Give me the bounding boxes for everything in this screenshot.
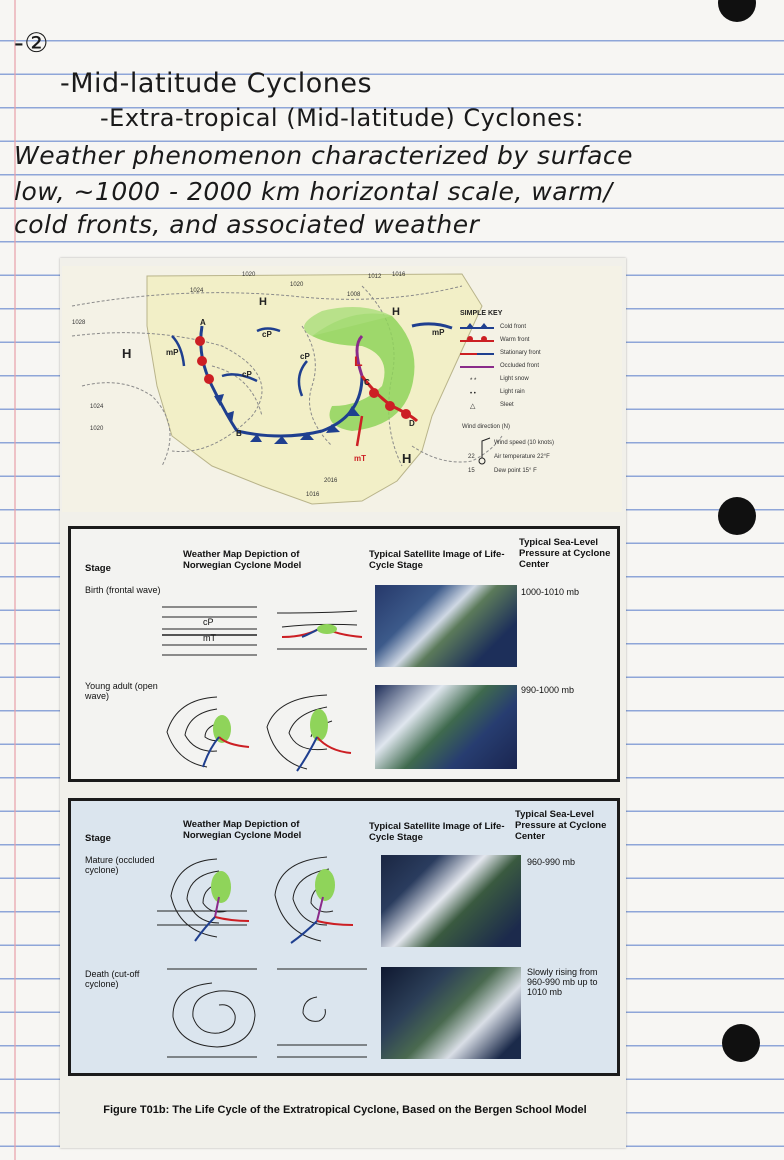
pressure-header: Typical Sea-Level Pressure at Cyclone Center — [515, 809, 607, 842]
pressure-mature: 960-990 mb — [527, 857, 576, 867]
definition-line-1: Weather phenomenon characterized by surface — [14, 141, 634, 170]
map-key-title: SIMPLE KEY — [460, 310, 503, 317]
definition-line-2: low, ~1000 - 2000 km horizontal scale, warm/ — [14, 177, 613, 206]
svg-text:* *: * * — [470, 378, 477, 384]
front-point-label: A — [200, 318, 206, 327]
life-cycle-panel-2 — [68, 798, 620, 1076]
life-cycle-panel-1 — [68, 526, 620, 782]
isobar-value: 1020 — [90, 426, 104, 432]
stage-header: Stage — [85, 563, 111, 574]
high-pressure-label: H — [402, 451, 412, 466]
pressure-death: Slowly rising from 960-990 mb up to 1010 mb — [527, 967, 598, 997]
binder-hole — [718, 497, 756, 535]
wind-key-item: Dew point 15° F — [494, 468, 537, 474]
svg-text:L: L — [354, 353, 363, 369]
front-point-label: B — [236, 429, 242, 438]
map-key-item: Cold front — [500, 324, 527, 330]
map-key-item: Occluded front — [500, 363, 540, 369]
pressure-header: Typical Sea-Level Pressure at Cyclone Center — [519, 537, 611, 570]
svg-text:△: △ — [470, 403, 476, 410]
stage-birth: Birth (frontal wave) — [85, 585, 161, 595]
depiction-header: Weather Map Depiction of Norwegian Cyclone Model — [183, 819, 302, 841]
margin-line — [14, 0, 16, 1160]
note-heading: -Mid-latitude Cyclones — [60, 68, 373, 99]
birth-air-mass-cp: cP — [203, 617, 214, 627]
station-dewpoint: 15 — [468, 468, 475, 474]
surface-weather-map — [62, 266, 622, 512]
note-subheading: -Extra-tropical (Mid-latitude) Cyclones: — [100, 104, 584, 132]
satellite-header: Typical Satellite Image of Life-Cycle Stage — [369, 549, 505, 571]
front-point-label: D — [409, 419, 415, 428]
wind-key-item: Wind direction (N) — [462, 424, 511, 430]
map-key-symbols — [458, 322, 498, 412]
stage-header: Stage — [85, 833, 111, 844]
air-mass-label: mP — [166, 348, 179, 357]
satellite-image-young-adult — [375, 685, 517, 769]
weather-map-graphic — [62, 266, 622, 512]
binder-hole — [718, 0, 756, 22]
isobar-value: 1012 — [368, 274, 382, 280]
isobar-value: 1008 — [347, 292, 361, 298]
death-depiction — [157, 961, 377, 1067]
front-point-label: C — [364, 378, 370, 387]
definition-line-3: cold fronts, and associated weather — [14, 210, 480, 239]
isobar-value: 1020 — [290, 282, 304, 288]
air-mass-label: cP — [262, 330, 272, 339]
figure-caption: Figure T01b: The Life Cycle of the Extratropical Cyclone, Based on the Bergen School Model — [103, 1104, 587, 1116]
satellite-header: Typical Satellite Image of Life-Cycle Stage — [369, 821, 505, 843]
stage-young-adult: Young adult (open wave) — [85, 681, 158, 701]
satellite-image-mature — [381, 855, 521, 947]
air-mass-label: mP — [432, 328, 445, 337]
isobar-value: 1024 — [90, 404, 104, 410]
pressure-young-adult: 990-1000 mb — [521, 685, 575, 695]
map-key-item: Light rain — [500, 389, 525, 395]
map-key-item: Warm front — [500, 337, 530, 343]
air-mass-label: mT — [354, 454, 366, 463]
isobar-value: 1016 — [306, 492, 320, 498]
pressure-birth: 1000-1010 mb — [521, 587, 580, 597]
isobar-value: 1024 — [190, 288, 204, 294]
air-mass-label: cP — [242, 370, 252, 379]
isobar-value: 1028 — [72, 320, 86, 326]
isobar-value: 2016 — [324, 478, 338, 484]
stage-death: Death (cut-off cyclone) — [85, 969, 140, 989]
wind-key-item: Wind speed (10 knots) — [494, 440, 555, 446]
wind-key-item: Air temperature 22°F — [494, 454, 550, 460]
map-key-item: Light snow — [500, 376, 529, 382]
birth-depiction — [157, 599, 377, 669]
binder-hole — [722, 1024, 760, 1062]
depiction-header: Weather Map Depiction of Norwegian Cyclone Model — [183, 549, 302, 571]
young-adult-depiction — [157, 687, 377, 775]
mature-depiction — [157, 851, 377, 951]
isobar-value: 1020 — [242, 272, 256, 278]
high-pressure-label: H — [259, 296, 267, 308]
station-temperature: 22 — [468, 454, 475, 460]
svg-text:• •: • • — [470, 391, 476, 397]
high-pressure-label: H — [392, 306, 400, 318]
satellite-image-birth — [375, 585, 517, 667]
high-pressure-label: H — [122, 346, 132, 361]
satellite-image-death — [381, 967, 521, 1059]
stage-mature: Mature (occluded cyclone) — [85, 855, 155, 875]
birth-air-mass-mt: mT — [203, 633, 216, 643]
map-key-item: Sleet — [500, 402, 514, 408]
air-mass-label: cP — [300, 352, 310, 361]
note-number: -② — [14, 28, 49, 59]
map-key-item: Stationary front — [500, 350, 541, 356]
isobar-value: 1016 — [392, 272, 406, 278]
